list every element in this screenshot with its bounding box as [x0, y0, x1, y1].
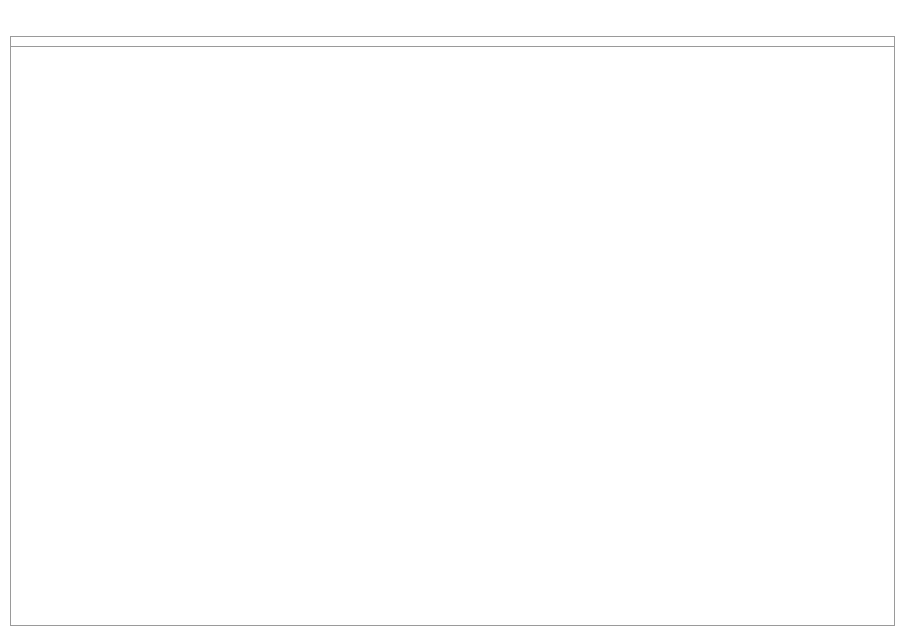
budget-table: [10, 36, 895, 626]
column-number-header: [11, 37, 894, 47]
